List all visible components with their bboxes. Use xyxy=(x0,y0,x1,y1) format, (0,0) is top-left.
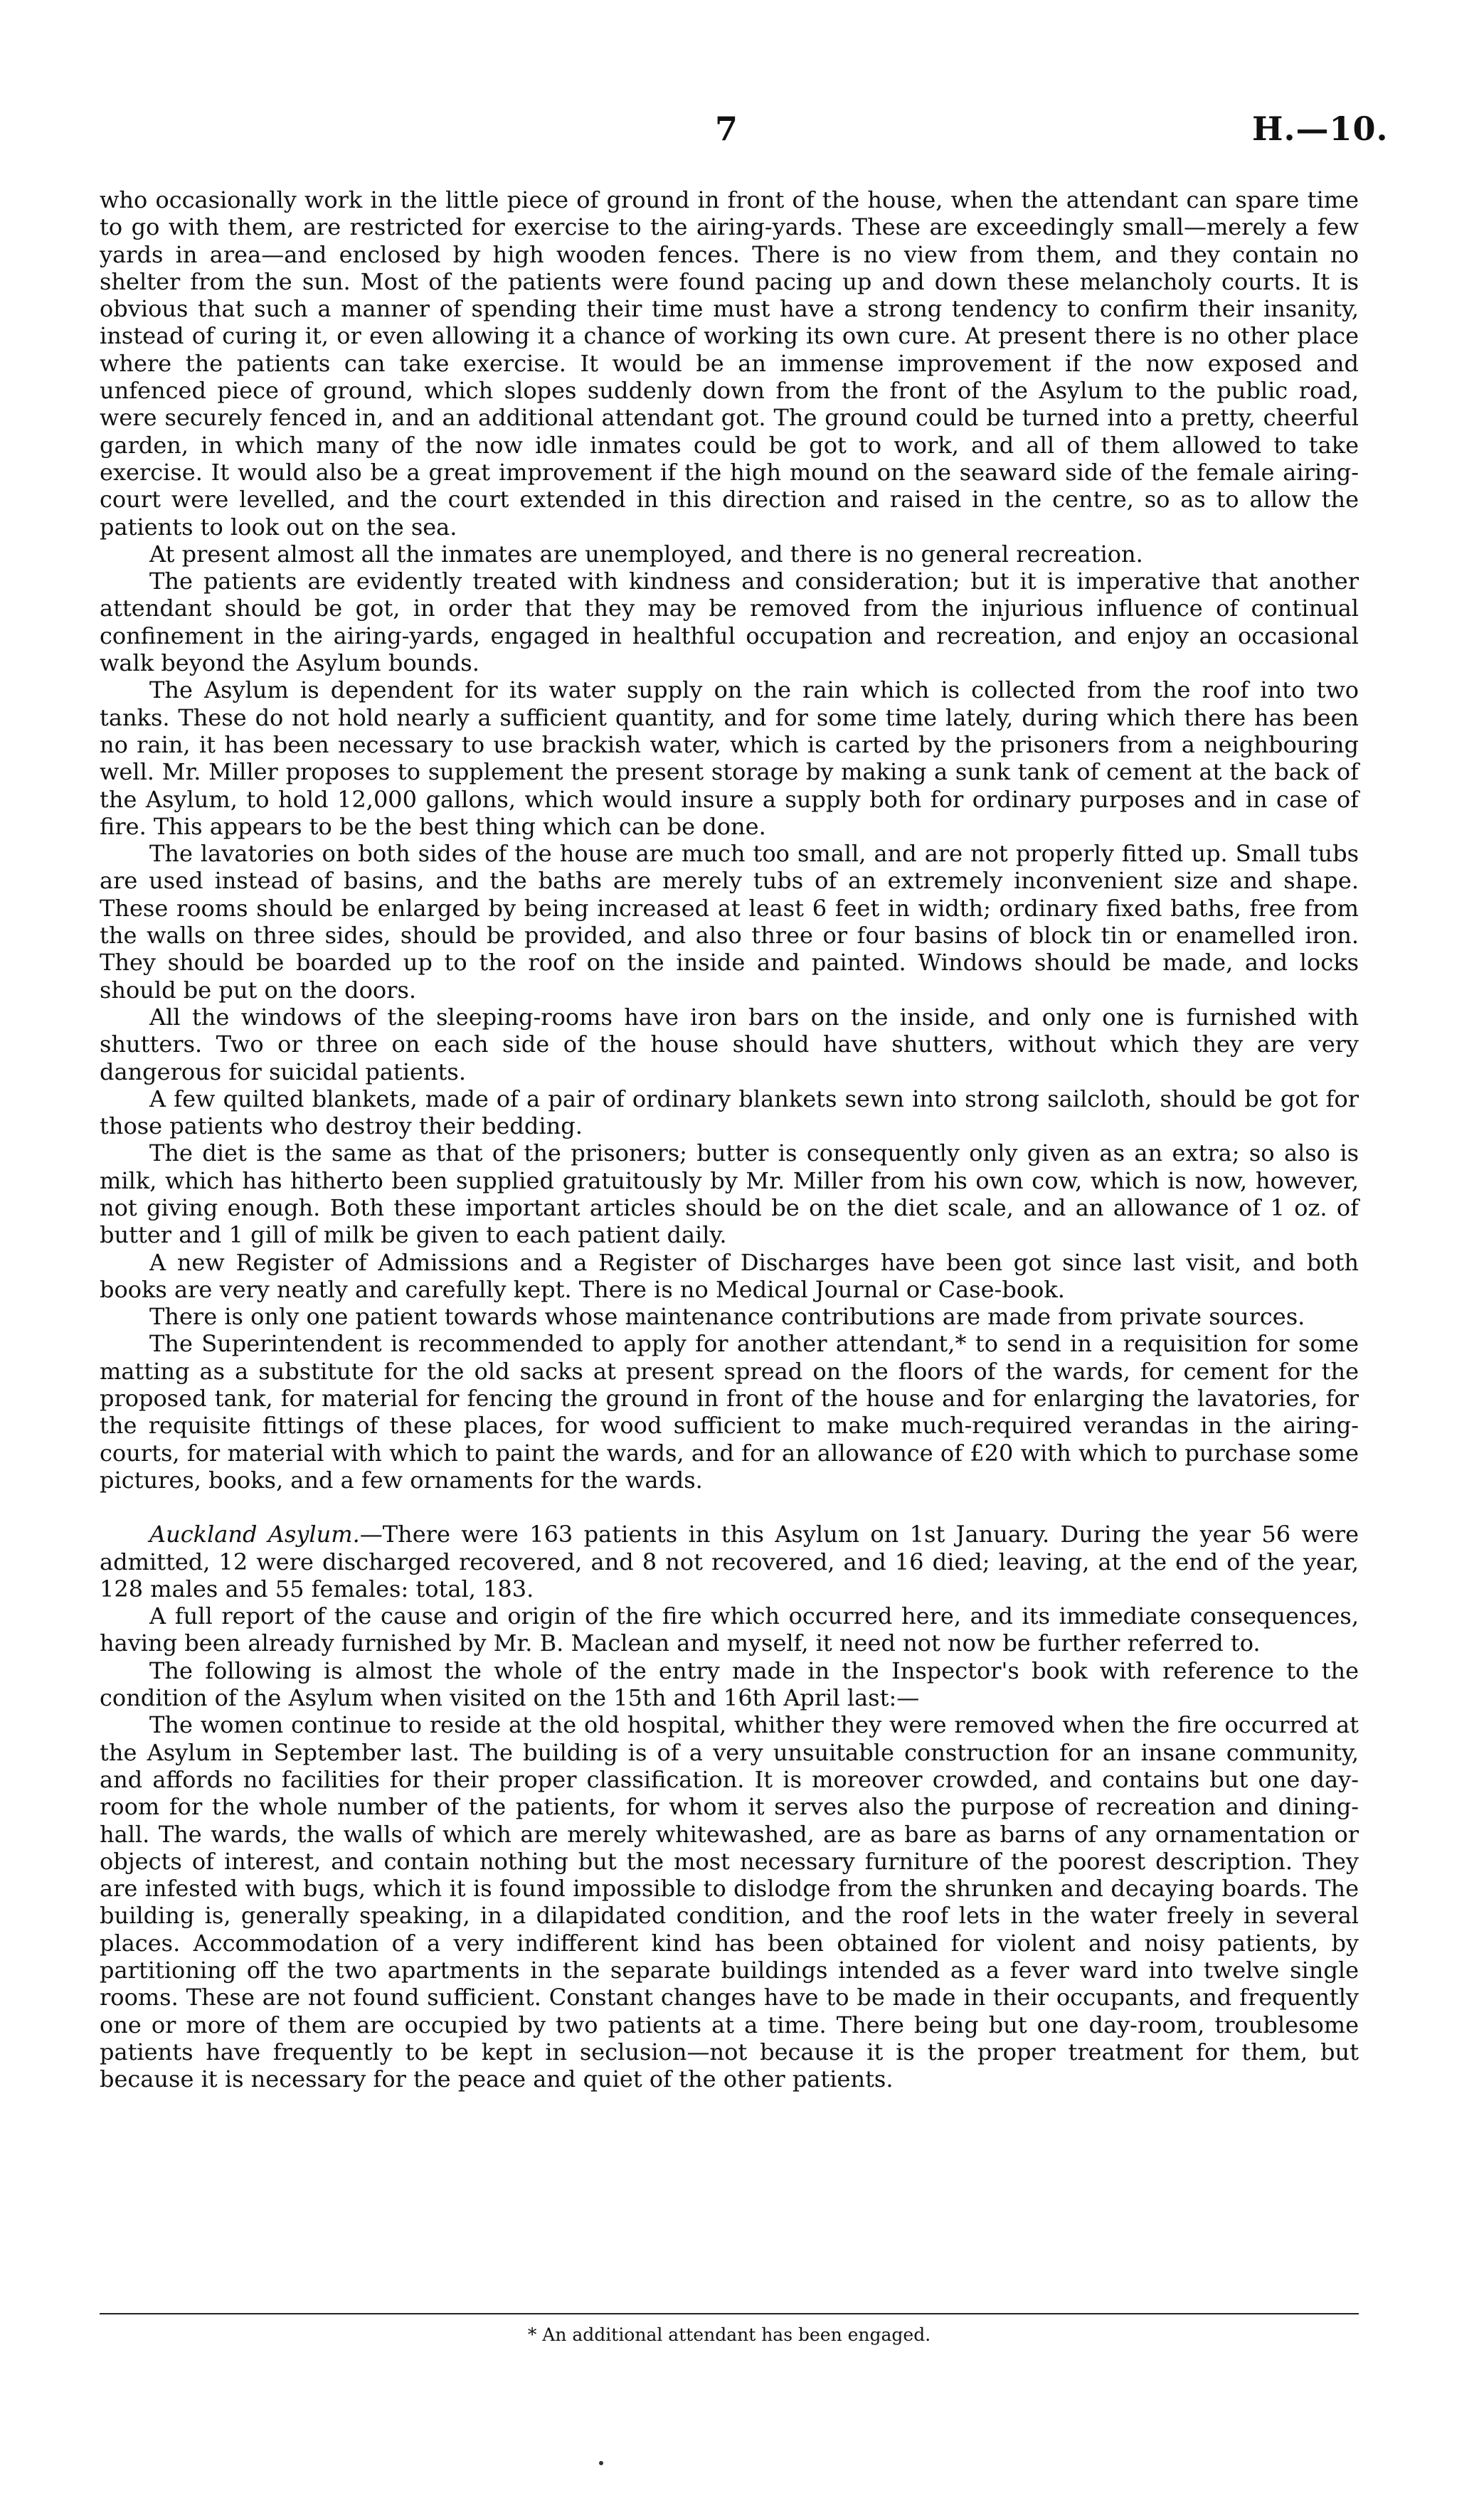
paragraph: The patients are evidently treated with kindness and consideration; but it is imperative that another attendant should be got, in order that they may be removed from the injurious influence of continual confinement in the airing-yards, engaged in healthful occupation and recreation, and enjoy an occasional walk beyond the Asylum bounds. xyxy=(100,568,1359,677)
footnote-divider xyxy=(100,2313,1359,2314)
paragraph: A few quilted blankets, made of a pair of ordinary blankets sewn into strong sailcloth, should be got for those patients who destroy their bedding. xyxy=(100,1085,1359,1140)
body-text xyxy=(100,186,1359,2093)
page-number: 7 xyxy=(715,110,738,148)
auckland-paragraph xyxy=(100,1521,1359,1602)
footnote: * An additional attendant has been engaged. xyxy=(527,2324,931,2345)
paragraph: The diet is the same as that of the prisoners; butter is consequently only given as an extra; so also is milk, which has hitherto been supplied gratuitously by Mr. Miller from his own cow, which is now, however, not giving enough. Both these important articles should be on the diet scale, and an allowance of 1 oz. of butter and 1 gill of milk be given to each patient daily. xyxy=(100,1139,1359,1249)
section-text: —There were 163 patients in this Asylum on 1st January. During the year 56 were admitted, 12 were discharged recovered, and 8 not recovered, and 16 died; leaving, at the end of the year, 128 males and 55 females: total, 183. xyxy=(100,1521,1359,1602)
paragraph: The lavatories on both sides of the house are much too small, and are not properly fitted up. Small tubs are used instead of basins, and the baths are merely tubs of an extremely inconvenient size and shape. These rooms should be enlarged by being increased at least 6 feet in width; ordinary fixed baths, free from the walls on three sides, should be provided, and also three or four basins of block tin or enamelled iron. They should be boarded up to the roof on the inside and painted. Windows should be made, and locks should be put on the doors. xyxy=(100,840,1359,1004)
paragraph: The following is almost the whole of the entry made in the Inspector's book with reference to the condition of the Asylum when visited on the 15th and 16th April last:— xyxy=(100,1657,1359,1712)
paragraph: At present almost all the inmates are unemployed, and there is no general recreation. xyxy=(149,540,1143,568)
paragraph: A new Register of Admissions and a Register of Discharges have been got since last visit, and both books are very neatly and carefully kept. There is no Medical Journal or Case-book. xyxy=(100,1248,1359,1303)
section-title: Auckland Asylum. xyxy=(149,1521,360,1548)
paragraph: The women continue to reside at the old hospital, whither they were removed when the fire occurred at the Asylum in September last. The building is of a very unsuitable construction for an insane community, and affords no facilities for their proper classification. It is moreover crowded, and contains but one day-room for the whole number of the patients, for whom it serves also the purpose of recreation and dining-hall. The wards, the walls of which are merely whitewashed, are as bare as barns of any ornamentation or objects of interest, and contain nothing but the most necessary furniture of the poorest description. They are infested with bugs, which it is found impossible to dislodge from the shrunken and decaying boards. The building is, generally speaking, in a dilapidated condition, and the roof lets in the water freely in several places. Accommodation of a very indifferent kind has been obtained for violent and noisy patients, by partitioning off the two apartments in the separate buildings intended as a fever ward into twelve single rooms. These are not found sufficient. Constant changes have to be made in their occupants, and frequently one or more of them are occupied by two patients at a time. There being but one day-room, troublesome patients have frequently to be kept in seclusion—not because it is the proper treatment for them, but because it is necessary for the peace and quiet of the other patients. xyxy=(100,1711,1359,2093)
paragraph: A full report of the cause and origin of the fire which occurred here, and its immediate consequences, having been already furnished by Mr. B. Maclean and myself, it need not now be further referred to. xyxy=(100,1602,1359,1657)
paragraph: The Asylum is dependent for its water supply on the rain which is collected from the roof into two tanks. These do not hold nearly a sufficient quantity, and for some time lately, during which there has been no rain, it has been necessary to use brackish water, which is carted by the prisoners from a neighbouring well. Mr. Miller proposes to supplement the present storage by making a sunk tank of cement at the back of the Asylum, to hold 12,000 gallons, which would insure a supply both for ordinary purposes and in case of fire. This appears to be the best thing which can be done. xyxy=(100,676,1359,840)
document-reference: H.—10. xyxy=(1252,110,1389,148)
paragraph: who occasionally work in the little piece of ground in front of the house, when the attendant can spare time to go with them, are restricted for exercise to the airing-yards. These are exceedingly small—merely a few yards in area—and enclosed by high wooden fences. There is no view from them, and they contain no shelter from the sun. Most of the patients were found pacing up and down these melancholy courts. It is obvious that such a manner of spending their time must have a strong tendency to confirm their insanity, instead of curing it, or even allowing it a chance of working its own cure. At present there is no other place where the patients can take exercise. It would be an immense improvement if the now exposed and unfenced piece of ground, which slopes suddenly down from the front of the Asylum to the public road, were securely fenced in, and an additional attendant got. The ground could be turned into a pretty, cheerful garden, in which many of the now idle inmates could be got to work, and all of them allowed to take exercise. It would also be a great improvement if the high mound on the seaward side of the female airing-court were levelled, and the court extended in this direction and raised in the centre, so as to allow the patients to look out on the sea. xyxy=(100,186,1359,541)
paragraph: The Superintendent is recommended to apply for another attendant,* to send in a requisition for some matting as a substitute for the old sacks at present spread on the floors of the wards, for cement for the proposed tank, for material for fencing the ground in front of the house and for enlarging the lavatories, for the requisite fittings of these places, for wood sufficient to make much-required verandas in the airing-courts, for material with which to paint the wards, and for an allowance of £20 with which to purchase some pictures, books, and a few ornaments for the wards. xyxy=(100,1330,1359,1494)
paragraph: There is only one patient towards whose maintenance contributions are made from private sources. xyxy=(149,1303,1305,1331)
print-speck xyxy=(599,2461,603,2465)
paragraph: All the windows of the sleeping-rooms have iron bars on the inside, and only one is furnished with shutters. Two or three on each side of the house should have shutters, without which they are very dangerous for suicidal patients. xyxy=(100,1003,1359,1085)
